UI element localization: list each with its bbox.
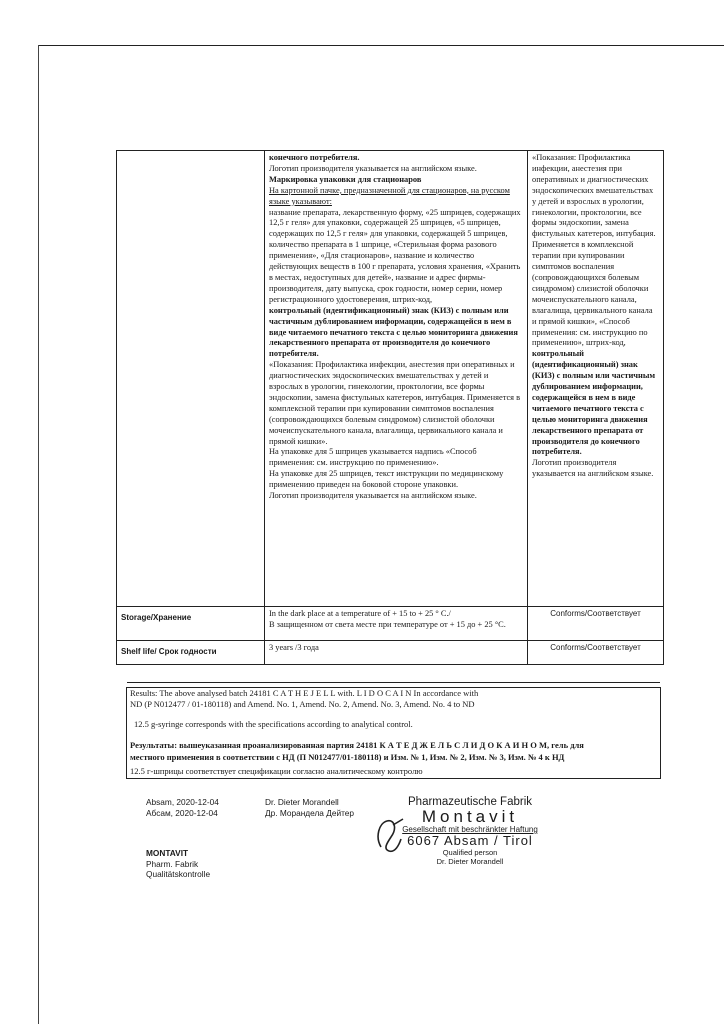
place-date-block [146,797,219,818]
requirements-paragraph: На упаковке для 5 шприцев указывается надпись «Способ применения: см. инструкцию по применению». [269,447,477,468]
packaging-requirements-cell [265,151,528,607]
company-line-3: Qualitätskontrolle [146,869,211,879]
stamp-line-5: Qualified person [442,848,498,857]
specification-table [116,150,664,665]
stamp-line-6: Dr. Dieter Morandell [436,857,504,866]
results-top-rule [127,682,660,683]
signer-block [265,797,354,818]
results-paragraph: Логотип производителя указывается на английском языке. [532,458,654,479]
requirements-paragraph: «Показания: Профилактика инфекции, анестезия при оперативных и диагностических эндоскопических вмешательствах у детей и взрослых в урологии, гинекологии, проктологии, все формы эндоскопии, замена фистульных катетеров, интубация. Применяется в комплексной терапии при купировании симптомов воспаления (сопровождающихся болевым синдромом) слизистой оболочки мочеиспускательного канала, влагалища, цервикального канала и прямой кишки». [269,360,521,446]
place-date-en: Absam, 2020-12-04 [146,797,219,807]
storage-value-en: In the dark place at a temperature of + 15 to + 25 ° C./ [269,609,451,618]
storage-value-ru: В защищенном от света месте при температуре от + 15 до + 25 °С. [269,619,506,629]
stamp-line-2: Montavit [421,807,519,826]
requirements-paragraph: На упаковке для 25 шприцев, текст инструкции по медицинскому применению приведен на боковой стороне упаковки. [269,469,504,490]
requirements-paragraph: название препарата, лекарственную форму, «25 шприцев, содержащих 12,5 г геля» для упаковки, содержащей 25 шприцев, «5 шприцев, содержащих по 12,5 г геля» для упаковки, содержащей 5 шприцев, количество препарата в 1 шприце, «Стерильная форма разового применения», «Для стационаров», название и количество действующих веществ в 100 г препарата, условия хранения, «Хранить в местах, недоступных для детей», название и адрес фирмы-производителя, дату выпуска, срок годности, номер серии, номер регистрационного удостоверения, штрих-код, [269,207,521,304]
stamp-line-3: Gesellschaft mit beschränkter Haftung [402,825,538,834]
page-top-edge [38,45,724,46]
table-row [117,607,664,641]
page-left-edge [38,45,39,1024]
requirements-paragraph: Маркировка упаковки для стационаров [269,174,422,184]
results-line-ru-2: местного применения в соответствии с НД (П N012477/01-180118) и Изм. № 1, Изм. № 2, Изм. № 3, Изм. № 4 к НД [130,752,565,762]
storage-value [265,607,528,641]
results-paragraph: контрольный (идентификационный) знак (КИЗ) с полным или частичным дублированием информации, содержащейся в нем в виде читаемого печатного текста с целью мониторинга движения лекарственного препарата от производителя до конечного потребителя. [532,349,656,457]
shelf-life-label: Shelf life/ Срок годности [117,641,265,665]
requirements-paragraph: контрольный (идентификационный) знак (КИЗ) с полным или частичным дублированием информации, содержащейся в нем в виде читаемого печатного текста с целью мониторинга движения лекарственного препарата от производителя до конечного потребителя. [269,305,518,359]
company-line-2: Pharm. Fabrik [146,858,199,869]
storage-conformity: Conforms/Соответствует [528,607,664,641]
company-block [146,848,210,880]
company-name: MONTAVIT [146,848,189,858]
results-line-en-2: ND (P N012477 / 01-180118) and Amend. No. 1, Amend. No. 2, Amend. No. 3, Amend. No. 4 to ND [130,699,475,709]
results-line-ru-3: 12.5 г-шприцы соответствует спецификации согласно аналитическому контролю [130,766,423,776]
stamp-line-1: Pharmazeutische Fabrik [408,796,532,808]
requirements-paragraph: Логотип производителя указывается на английском языке. [269,491,477,501]
requirements-paragraph: Логотип производителя указывается на английском языке. [269,163,477,173]
signer-name-en: Dr. Dieter Morandell [265,797,339,807]
packaging-results-cell [528,151,664,607]
results-box [126,687,661,779]
table-row [117,641,664,665]
results-paragraph: «Показания: Профилактика инфекции, анестезия при оперативных и диагностических эндоскопических вмешательствах у детей и взрослых в урологии, гинекологии, проктологии, все формы эндоскопии, замена фистульных катетеров, интубация. Применяется в комплексной терапии при купировании симптомов воспаления (сопровождающихся болевым синдромом) слизистой оболочки мочеиспускательного канала, влагалища, цервикального канала и прямой кишки», «Способ применения: см. инструкцию по применению», штрих-код, [532,153,656,348]
signer-name-ru: Др. Морандела Дейтер [265,807,355,818]
requirements-paragraph: конечного потребителя. [269,153,360,162]
table-row [117,151,664,607]
results-line-ru-1: Результаты: вышеуказанная проанализированная партия 24181 К А Т Е Д Ж Е Л Ь С Л И Д О К А И Н О М, гель для [130,740,584,750]
place-date-ru: Абсам, 2020-12-04 [146,807,218,818]
packaging-label-cell [117,151,265,607]
company-stamp [380,796,560,866]
requirements-paragraph: На картонной пачке, предназначенной для стационаров, на русском языке указывают: [269,185,510,206]
shelf-life-conformity: Conforms/Соответствует [528,641,664,665]
stamp-line-4: 6067 Absam / Tirol [407,833,533,848]
shelf-life-value: 3 years /3 года [265,641,528,665]
results-line-en-3: 12.5 g-syringe corresponds with the specifications according to analytical control. [134,719,413,729]
storage-label: Storage/Хранение [117,607,265,641]
results-line-en-1: Results: The above analysed batch 24181 C A T H E J E L L with. L I D O C A I N In accordance with [130,688,479,698]
